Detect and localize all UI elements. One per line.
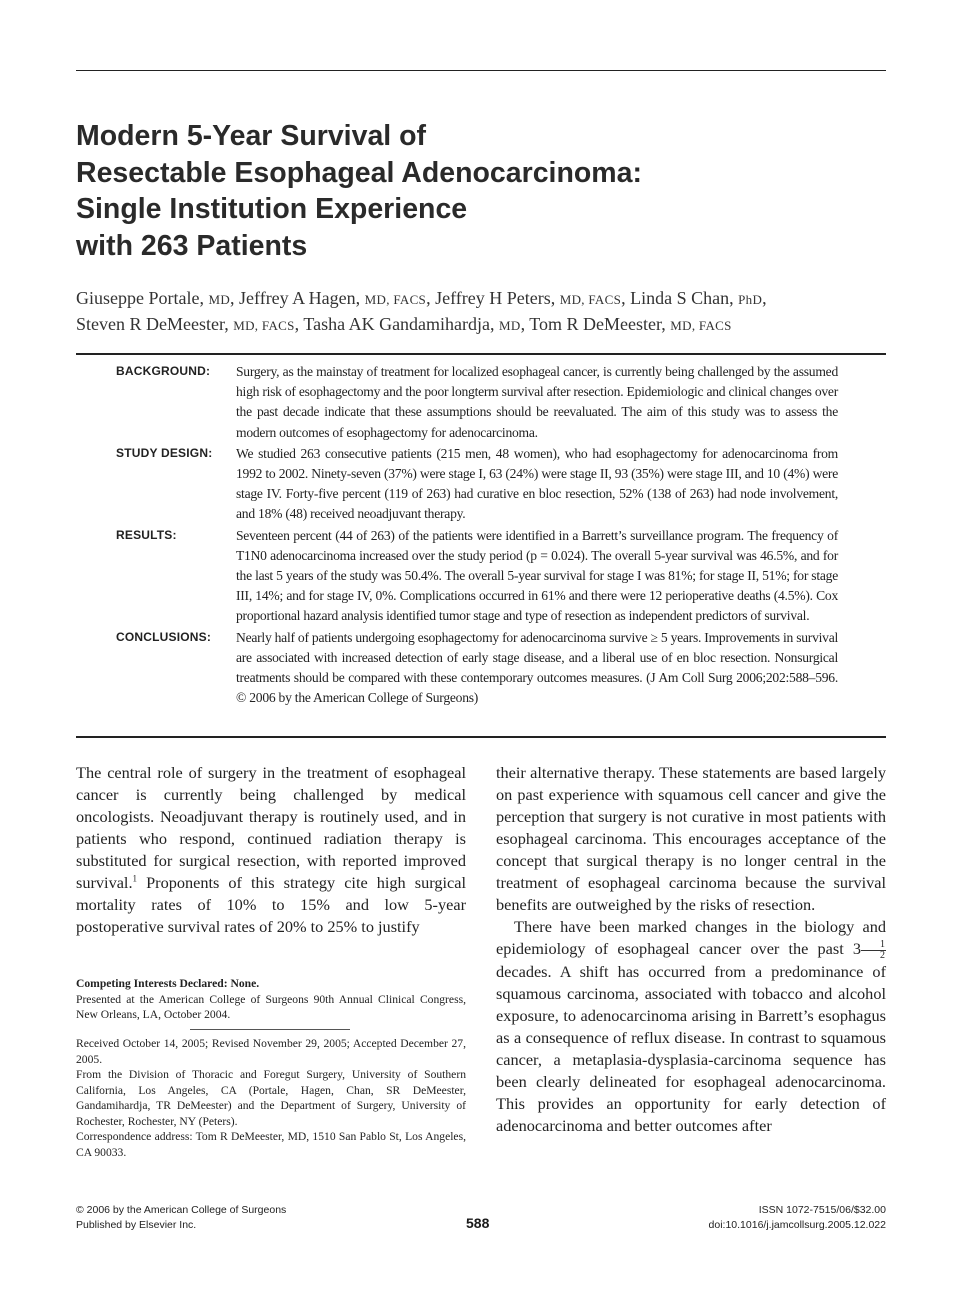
abstract-section-conclusions (116, 628, 838, 709)
abstract (116, 362, 838, 709)
top-rule (76, 70, 886, 71)
page-number: 588 (466, 1215, 490, 1231)
article-notes (76, 976, 466, 1023)
correspondence-address: Correspondence address: Tom R DeMeester, MD, 1510 San Pablo St, Los Angeles, CA 90033. (76, 1130, 466, 1159)
reference-marker[interactable]: 1 (132, 873, 138, 884)
footer-left (76, 1203, 286, 1233)
body-paragraph: The central role of surgery in the treatment of esophageal cancer is currently being challenged by medical oncologists. Neoadjuvant therapy is routinely used, and in patients who respond, continued radiation therapy is substituted for surgical resection, with reported improved survival.$^1$ Proponents of this strategy cite high surgical mortality rates of 10% to 15% and low 5-year postoperative survival rates of 20% to 25% to justify (76, 763, 466, 936)
presented-note: Presented at the American College of Surgeons 90th Annual Clinical Congress, New Orleans, LA, October 2004. (76, 992, 466, 1021)
fraction: $\frac{1}{2}$ (861, 940, 886, 961)
abstract-bottom-rule (76, 736, 886, 738)
abstract-text: Seventeen percent (44 of 263) of the patients were identified in a Barrett’s surveillance program. The frequency of T1N0 adenocarcinoma increased over the study period (p = 0.024). The overall 5-year survival was 46.5%, and for the last 5 years of the study was 50.4%. The overall 5-year survival for stage I was 81%; for stage II, 51%; for stage III, 14%; and for stage IV, 0%. Complications occurred in 61% and there were 12 perioperative deaths (4.5%). Cox proportional hazard analysis identified tumor stage and type of resection as independent predictors of survival. (236, 527, 838, 624)
abstract-label: CONCLUSIONS: (116, 629, 212, 644)
author-list (76, 286, 886, 338)
abstract-top-rule (76, 353, 886, 355)
article-title (76, 118, 836, 264)
author-name: Tasha AK Gandamihardja, (303, 314, 500, 334)
author-name: Linda S Chan, (630, 288, 739, 308)
abstract-text: Surgery, as the mainstay of treatment for localized esophageal cancer, is currently being challenged by the assumed high risk of esophagectomy and the poor longterm survival after resection. Epidemiologic and clinical changes over the past decade indicate that these assumptions should be reevaluated. The aim of this study was to assess the modern outcomes of esophagectomy for adenocarcinoma. (236, 364, 838, 440)
author-credentials: MD, FACS (559, 292, 622, 307)
author-name: Giuseppe Portale, (76, 288, 209, 308)
footer-copyright: © 2006 by the American College of Surgeons (76, 1204, 287, 1216)
body-paragraph: their alternative therapy. These statements are based largely on past experience with squamous cell cancer and give the perception that surgery is not curative in most patients with esophageal carcinoma. This encourages acceptance of the concept that surgical therapy is no longer central in the treatment of esophageal carcinoma because the survival benefits are outweighed by the risks of resection. (496, 763, 886, 914)
author-credentials: MD, FACS (233, 318, 295, 333)
affiliations: From the Division of Thoracic and Foregut Surgery, University of Southern California, Los Angeles, CA (Portale, Hagen, Chan, SR DeMeester, Gandamihardja, TR DeMeester) and the Department of Surgery, University of Rochester, Rochester, NY (Peters). (76, 1068, 466, 1128)
author-line-2: Steven R DeMeester, MD, FACS, Tasha AK Gandamihardja, MD, Tom R DeMeester, MD, FACS (76, 314, 732, 334)
author-credentials: MD (208, 292, 231, 307)
author-name: Jeffrey A Hagen, (239, 288, 365, 308)
footer-publisher: Published by Elsevier Inc. (76, 1219, 197, 1231)
author-name: Tom R DeMeester, (529, 314, 671, 334)
abstract-section-results (116, 526, 838, 627)
abstract-label: STUDY DESIGN: (116, 445, 213, 460)
footer-doi[interactable]: doi:10.1016/j.jamcollsurg.2005.12.022 (708, 1219, 886, 1231)
abstract-section-background (116, 362, 838, 443)
abstract-section-study-design (116, 444, 838, 525)
author-credentials: MD, FACS (364, 292, 427, 307)
abstract-label: RESULTS: (116, 527, 177, 542)
title-line: Modern 5-Year Survival of (76, 120, 427, 152)
author-credentials: MD (499, 318, 521, 333)
body-paragraph: There have been marked changes in the biology and epidemiology of esophageal cancer over the past 3 $\frac{1}{2}$ decades. A shift has occurred from a predominance of squamous carcinoma, associated with tobacco and alcohol exposure, to adenocarcinoma arising in Barrett’s esophagus as a consequence of reflux disease. In contrast to squamous cancer, a metaplasia-dysplasia-carcinoma sequence has been clearly delineated for esophageal adenocarcinoma. This provides an opportunity for early detection of adenocarcinoma and better outcomes after (496, 917, 886, 1135)
notes-divider (190, 1029, 350, 1030)
footer-issn: ISSN 1072-7515/06/$32.00 (758, 1204, 886, 1216)
body-column-left (76, 762, 466, 938)
author-credentials: MD, FACS (670, 318, 732, 333)
article-notes-lower (76, 1036, 466, 1160)
title-line: with 263 Patients (76, 229, 308, 262)
abstract-label: BACKGROUND: (116, 364, 211, 378)
abstract-text: We studied 263 consecutive patients (215 men, 48 women), who had esophagectomy for adenocarcinoma from 1992 to 2002. Ninety-seven (37%) were stage I, 63 (24%) were stage II, 93 (35%) were stage III, and 10 (4%) were stage IV. Forty-five percent (119 of 263) had curative en bloc resection, 52% (138 of 263) had node involvement, and 18% (48) received neoadjuvant therapy. (236, 445, 838, 522)
competing-interests: Competing Interests Declared: None. (76, 977, 260, 990)
received-dates: Received October 14, 2005; Revised November 29, 2005; Accepted December 27, 2005. (76, 1037, 466, 1066)
title-line: Single Institution Experience (76, 193, 468, 225)
author-credentials: PhD (738, 292, 763, 307)
title-line: Resectable Esophageal Adenocarcinoma: (76, 156, 642, 189)
author-name: Jeffrey H Peters, (435, 288, 560, 308)
abstract-text: Nearly half of patients undergoing esophagectomy for adenocarcinoma survive ≥ 5 years. Improvements in survival are associated with increased detection of early stage disease, and a liberal use of en bloc resection. Nonsurgical treatments should be compared with these contemporary outcomes measures. (J Am Coll Surg 2006;202:588–596. © 2006 by the American College of Surgeons) (236, 629, 838, 706)
footer-right (709, 1203, 886, 1233)
body-column-right (496, 762, 886, 1137)
author-line-1: Giuseppe Portale, MD, Jeffrey A Hagen, MD, FACS, Jeffrey H Peters, MD, FACS, Linda S Chan, PhD, (76, 288, 767, 308)
author-name: Steven R DeMeester, (76, 314, 234, 334)
